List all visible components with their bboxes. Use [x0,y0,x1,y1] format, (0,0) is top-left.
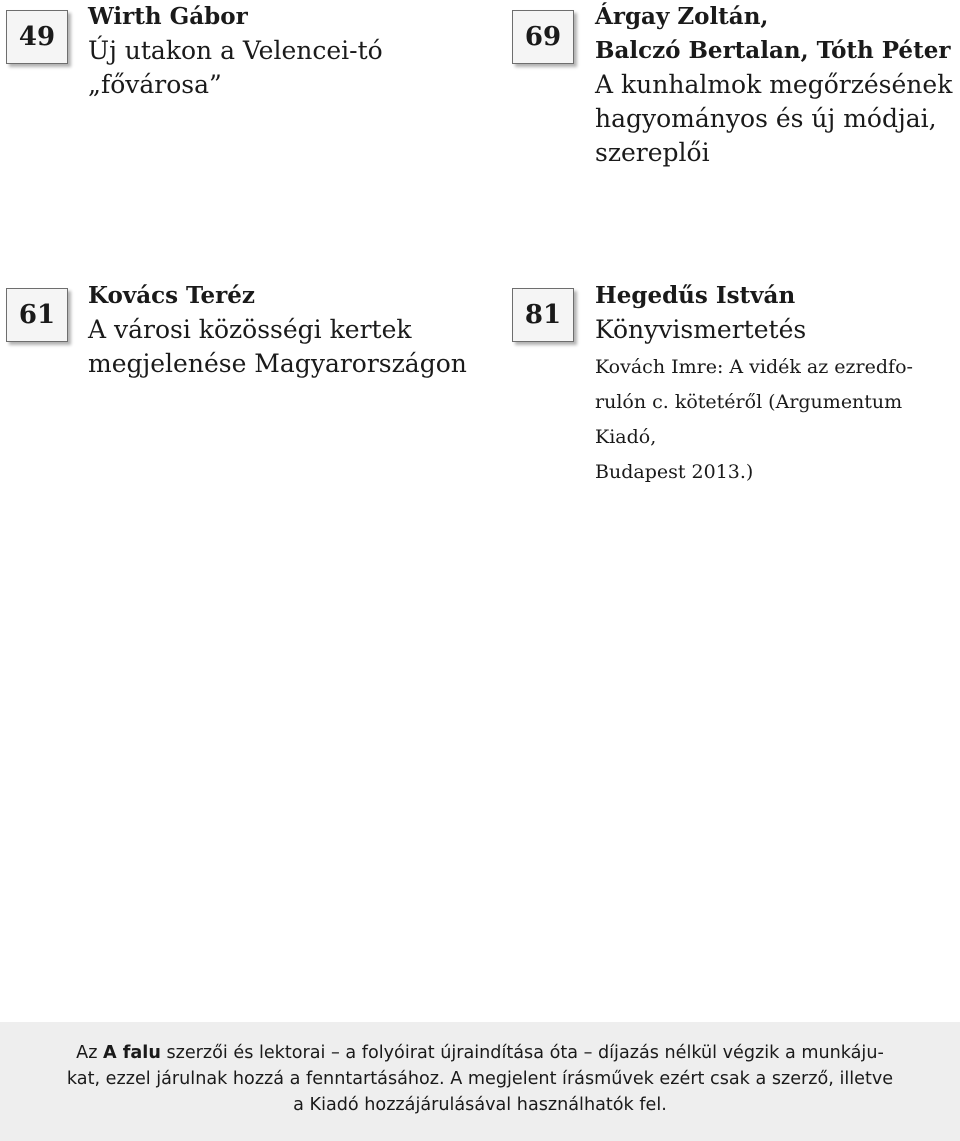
entry-subtitle-line: Kovách Imre: A vidék az ezredfo- [595,356,913,378]
page-number-box: 49 [6,10,68,64]
entry-author: Wirth Gábor [88,3,248,30]
entry-title-line: A kunhalmok megőrzésének [595,70,953,99]
entry-title-line: szereplői [595,138,710,167]
entry-title-line: „fővárosa” [88,70,222,99]
entry-title-line: megjelenése Magyarországon [88,349,467,378]
entry-subtitle-line: Budapest 2013.) [595,461,754,483]
entry-author: Balczó Bertalan, Tóth Péter [595,37,951,64]
entry-author: Árgay Zoltán, [595,3,769,30]
entry-title-line: A városi közösségi kertek [88,315,412,344]
entry-author: Kovács Teréz [88,282,255,309]
entry-subtitle-line: rulón c. kötetéről (Argumentum [595,391,903,413]
page-number-box: 69 [512,10,574,64]
footer-line [20,1040,940,1066]
entry-title-line: Könyvismertetés [595,315,807,344]
footer-text: szerzői és lektorai – a folyóirat újraindítása óta – díjazás nélkül végzik a munkáju- [160,1043,884,1063]
footer-line: a Kiadó hozzájárulásával használhatók fel. [293,1095,667,1115]
entry-title-line: hagyományos és új módjai, [595,104,937,133]
footer-note [0,1022,960,1141]
entry-subtitle-line: Kiadó, [595,426,657,448]
footer-line: kat, ezzel járulnak hozzá a fenntartásához. A megjelent írásművek ezért csak a szerző, illetve [66,1069,894,1089]
footer-text: Az [76,1043,104,1063]
page-number-box: 61 [6,288,68,342]
journal-name: A falu [103,1043,161,1063]
entry-author: Hegedűs István [595,282,796,309]
page-number-box: 81 [512,288,574,342]
entry-title-line: Új utakon a Velencei-tó [88,36,383,65]
